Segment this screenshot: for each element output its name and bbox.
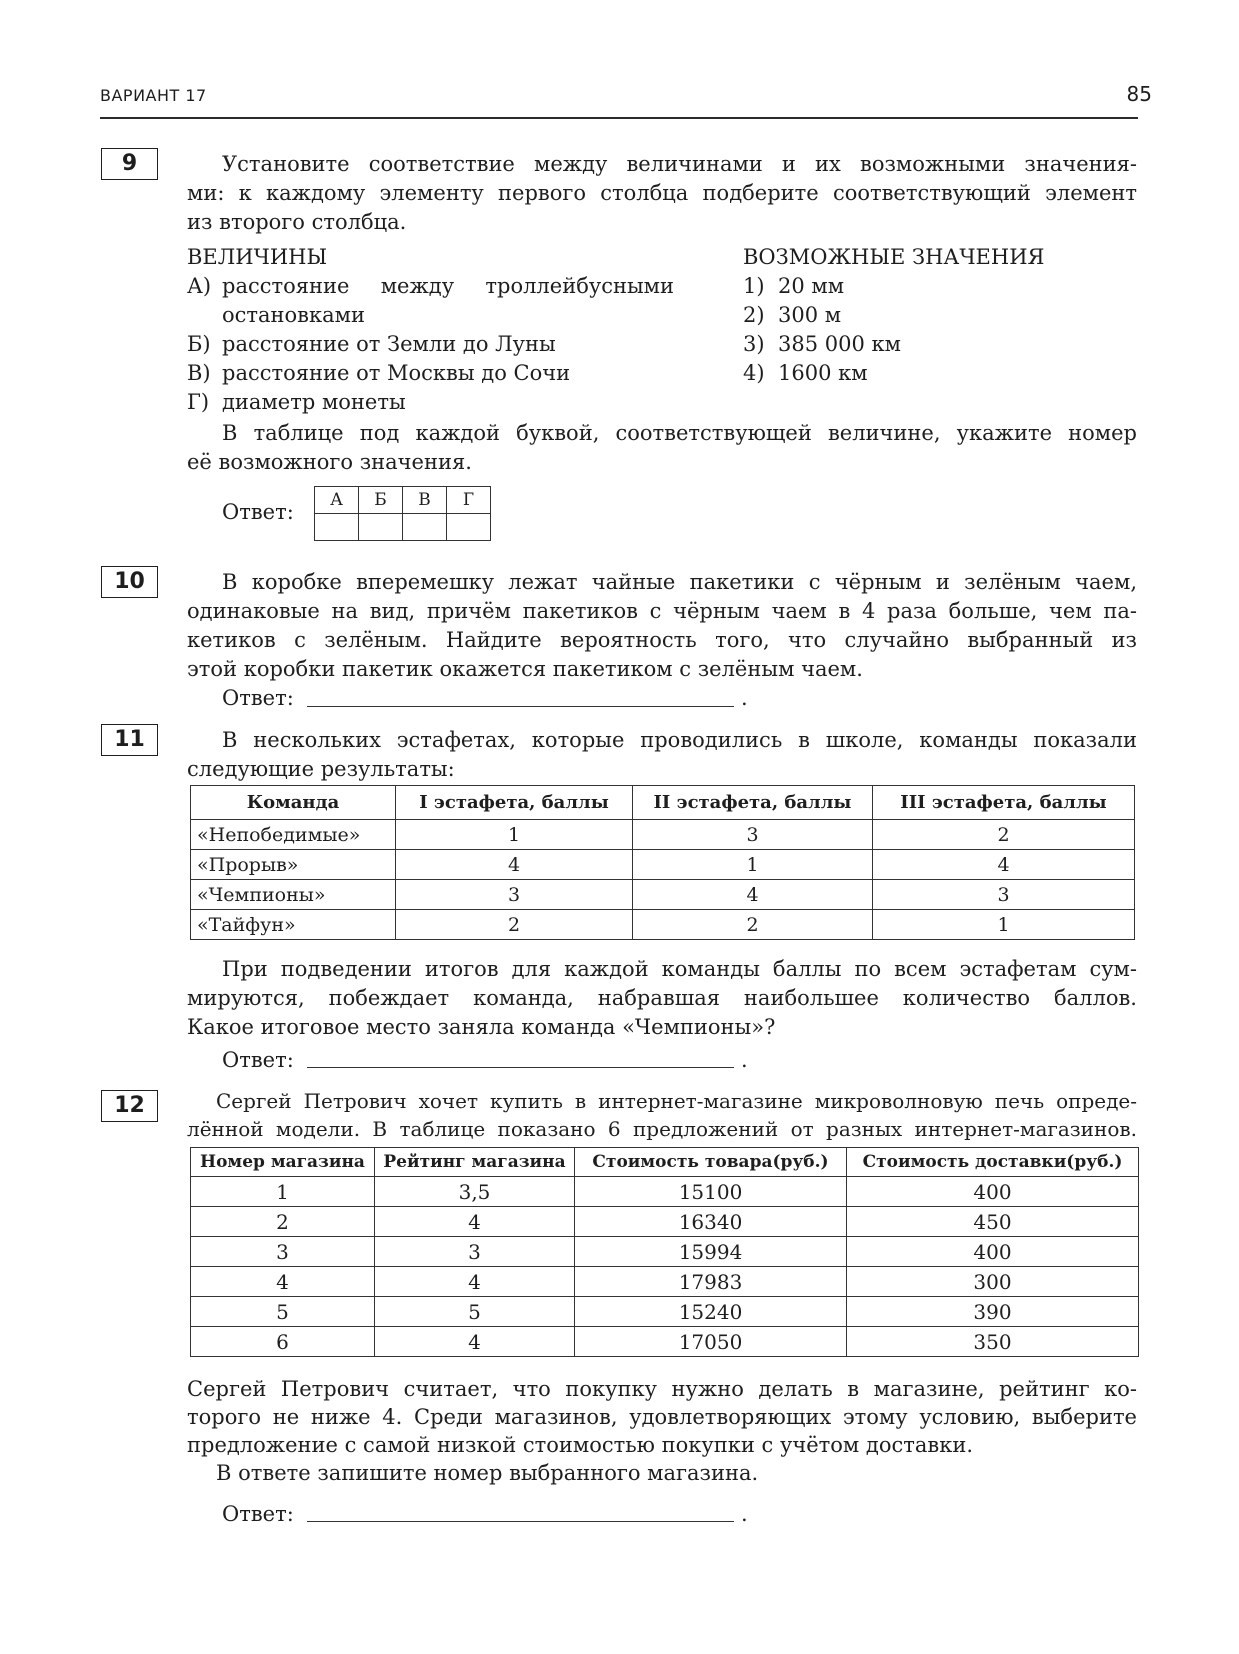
task-number-12: 12 [101, 1090, 158, 1122]
table-header-row [191, 786, 1135, 820]
quantity-g: диаметр монеты [222, 390, 406, 414]
task9-answer-label: Ответ: [222, 500, 294, 524]
table-cell: 1 [873, 910, 1135, 940]
table-cell: 3 [873, 880, 1135, 910]
table-cell: 450 [847, 1207, 1139, 1237]
quantity-letter-b: Б) [187, 332, 211, 356]
page-number: 85 [1126, 82, 1152, 106]
table-cell: 1 [191, 1177, 375, 1207]
task12-answer-label: Ответ: [222, 1502, 294, 1526]
task9-intro-line2: ми: к каждому элементу первого столбца подберите соответствующий элемент [187, 181, 1137, 205]
task12-line2: лённой модели. В таблице показано 6 предложений от разных интернет-магазинов. [187, 1117, 1137, 1141]
header-divider [100, 117, 1138, 119]
table-cell: 1 [396, 820, 633, 850]
col-header: Стоимость товара(руб.) [575, 1148, 847, 1177]
task12-after-line2: торого не ниже 4. Среди магазинов, удовлетворяющих этому условию, выберите [187, 1405, 1137, 1429]
task-number-11: 11 [101, 724, 158, 756]
table-row [191, 850, 1135, 880]
table-cell: 4 [375, 1327, 575, 1357]
table-cell: 3 [396, 880, 633, 910]
task11-after-line2: мируются, побеждает команда, набравшая наибольшее количество баллов. [187, 986, 1137, 1010]
table-cell: 6 [191, 1327, 375, 1357]
value-num-3: 3) [743, 332, 765, 356]
table-cell: 2 [873, 820, 1135, 850]
quantity-letter-g: Г) [187, 390, 210, 414]
table-row [191, 1297, 1139, 1327]
task11-line1: В нескольких эстафетах, которые проводились в школе, команды показали [222, 728, 1137, 752]
quantity-letter-v: В) [187, 361, 211, 385]
table-row [191, 1327, 1139, 1357]
table-header-row [191, 1148, 1139, 1177]
quantity-v: расстояние от Москвы до Сочи [222, 361, 571, 385]
quantity-a-line2: остановками [222, 303, 365, 327]
quantity-b: расстояние от Земли до Луны [222, 332, 556, 356]
table-cell: 5 [375, 1297, 575, 1327]
task10-line2: одинаковые на вид, причём пакетиков с чёрным чаем в 4 раза больше, чем па- [187, 599, 1137, 623]
table-cell: 2 [633, 910, 873, 940]
task12-after-line4: В ответе запишите номер выбранного магазина. [216, 1461, 759, 1485]
table-cell: 3 [633, 820, 873, 850]
task10-answer-line[interactable] [307, 706, 734, 707]
col-header: Номер магазина [191, 1148, 375, 1177]
table-cell: 17983 [575, 1267, 847, 1297]
answer-grid-cell-v[interactable] [403, 514, 447, 541]
task10-line3: кетиков с зелёным. Найдите вероятность того, что случайно выбранный из [187, 628, 1137, 652]
table-cell: 4 [873, 850, 1135, 880]
answer-grid-header: В [403, 487, 447, 514]
table-row [191, 1267, 1139, 1297]
table-cell: 5 [191, 1297, 375, 1327]
table-cell: 390 [847, 1297, 1139, 1327]
task12-answer-line[interactable] [307, 1521, 734, 1522]
answer-grid-header: Б [359, 487, 403, 514]
table-cell: 2 [191, 1207, 375, 1237]
task10-answer-label: Ответ: [222, 686, 294, 710]
task10-line1: В коробке вперемешку лежат чайные пакетики с чёрным и зелёным чаем, [222, 570, 1137, 594]
table-cell: 15994 [575, 1237, 847, 1267]
table-row [191, 820, 1135, 850]
table-cell: 300 [847, 1267, 1139, 1297]
value-4: 1600 км [778, 361, 868, 385]
value-2: 300 м [778, 303, 842, 327]
value-num-1: 1) [743, 274, 765, 298]
table-cell: 15240 [575, 1297, 847, 1327]
task11-answer-line[interactable] [307, 1067, 734, 1068]
task9-intro-line1: Установите соответствие между величинами и их возможными значения- [222, 152, 1137, 176]
quantities-heading: ВЕЛИЧИНЫ [187, 245, 328, 269]
task-number-9: 9 [101, 148, 158, 180]
task11-after-line1: При подведении итогов для каждой команды баллы по всем эстафетам сум- [222, 957, 1137, 981]
task9-intro-line3: из второго столбца. [187, 210, 407, 234]
table-cell: 4 [191, 1267, 375, 1297]
col-header: Стоимость доставки(руб.) [847, 1148, 1139, 1177]
col-header: Команда [191, 786, 396, 820]
task11-after-line3: Какое итоговое место заняла команда «Чемпионы»? [187, 1015, 776, 1039]
task11-answer-label: Ответ: [222, 1048, 294, 1072]
team-name: «Непобедимые» [191, 820, 396, 850]
task12-line1: Сергей Петрович хочет купить в интернет-магазине микроволновую печь опреде- [216, 1089, 1137, 1113]
task12-answer-dot: . [741, 1502, 748, 1526]
team-name: «Чемпионы» [191, 880, 396, 910]
col-header: I эстафета, баллы [396, 786, 633, 820]
table-cell: 400 [847, 1237, 1139, 1267]
table-cell: 1 [633, 850, 873, 880]
table-cell: 4 [375, 1207, 575, 1237]
table-cell: 16340 [575, 1207, 847, 1237]
answer-grid-cell-g[interactable] [447, 514, 491, 541]
table-row [191, 1237, 1139, 1267]
table-cell: 3 [191, 1237, 375, 1267]
table-cell: 15100 [575, 1177, 847, 1207]
table-row [191, 910, 1135, 940]
relay-results-table [190, 785, 1135, 940]
answer-grid-cell-a[interactable] [315, 514, 359, 541]
col-header: III эстафета, баллы [873, 786, 1135, 820]
answer-grid-header: Г [447, 487, 491, 514]
table-row [191, 1207, 1139, 1237]
table-row [191, 1177, 1139, 1207]
table-cell: 4 [396, 850, 633, 880]
table-cell: 4 [375, 1267, 575, 1297]
task11-line2: следующие результаты: [187, 757, 455, 781]
shops-table [190, 1147, 1139, 1357]
table-row [191, 880, 1135, 910]
task9-instruction-line1: В таблице под каждой буквой, соответствующей величине, укажите номер [222, 421, 1137, 445]
table-cell: 2 [396, 910, 633, 940]
table-cell: 350 [847, 1327, 1139, 1357]
quantity-letter-a: А) [187, 274, 212, 298]
task10-line4: этой коробки пакетик окажется пакетиком с зелёным чаем. [187, 657, 863, 681]
value-num-2: 2) [743, 303, 765, 327]
answer-grid-header: А [315, 487, 359, 514]
team-name: «Прорыв» [191, 850, 396, 880]
task11-answer-dot: . [741, 1048, 748, 1072]
col-header: II эстафета, баллы [633, 786, 873, 820]
table-cell: 3,5 [375, 1177, 575, 1207]
team-name: «Тайфун» [191, 910, 396, 940]
value-3: 385 000 км [778, 332, 901, 356]
table-cell: 17050 [575, 1327, 847, 1357]
quantity-a-line1: расстояние между троллейбусными [222, 274, 674, 298]
task9-instruction-line2: её возможного значения. [187, 450, 472, 474]
task10-answer-dot: . [741, 686, 748, 710]
answer-grid-cell-b[interactable] [359, 514, 403, 541]
table-cell: 3 [375, 1237, 575, 1267]
task12-after-line1: Сергей Петрович считает, что покупку нужно делать в магазине, рейтинг ко- [187, 1377, 1137, 1401]
task9-answer-grid [314, 486, 491, 541]
task-number-10: 10 [101, 566, 158, 598]
col-header: Рейтинг магазина [375, 1148, 575, 1177]
variant-label: ВАРИАНТ 17 [100, 86, 207, 105]
table-cell: 400 [847, 1177, 1139, 1207]
values-heading: ВОЗМОЖНЫЕ ЗНАЧЕНИЯ [743, 245, 1045, 269]
table-cell: 4 [633, 880, 873, 910]
value-num-4: 4) [743, 361, 765, 385]
task12-after-line3: предложение с самой низкой стоимостью покупки с учётом доставки. [187, 1433, 974, 1457]
value-1: 20 мм [778, 274, 845, 298]
